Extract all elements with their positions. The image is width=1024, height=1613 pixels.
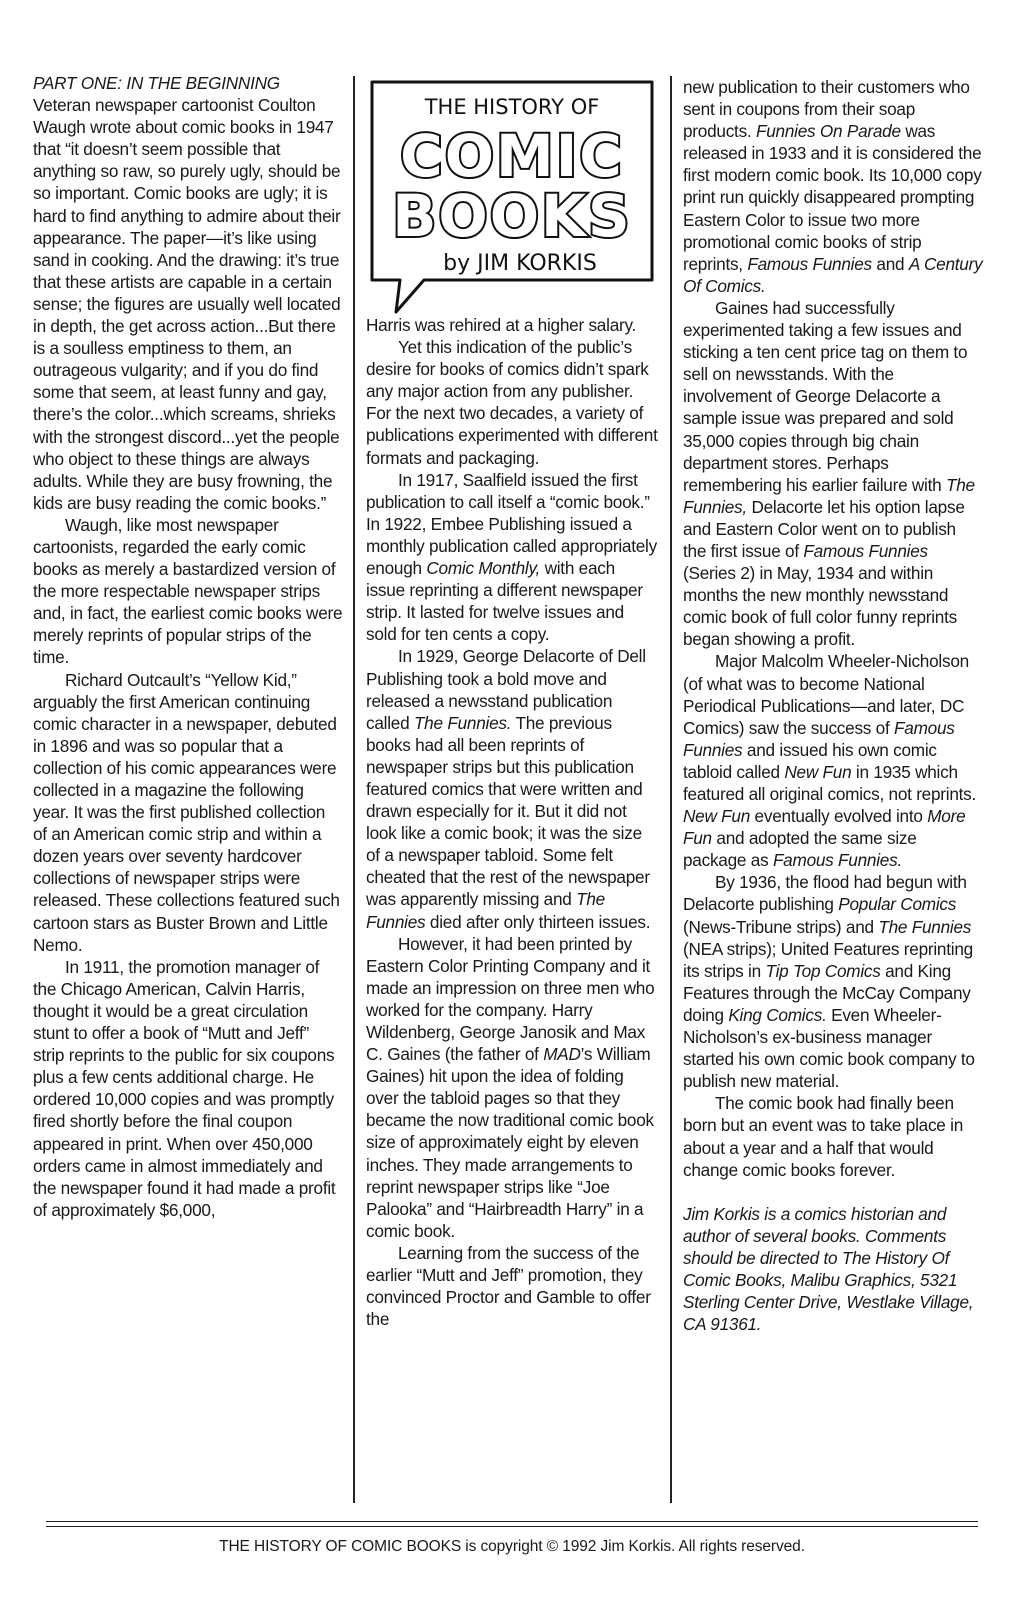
- footer-rule: [46, 1526, 978, 1527]
- footer-rule: [46, 1521, 978, 1522]
- column-divider: [353, 76, 355, 1503]
- paragraph: However, it had been printed by Eastern Color Printing Company and it made an impression on three men who worked for the company. Harry Wildenberg, George Janosik and Max C. Gaines (the father of MAD’s William Gaines) hit upon the idea of folding over the tabloid pages so that they became the now traditional comic book size of approximately eight by eleven inches. They made arrangements to reprint newspaper strips like “Joe Palooka” and “Hairbreadth Harry” in a comic book.: [366, 933, 655, 1241]
- author-bio: Jim Korkis is a comics historian and author of several books. Comments should be directed to The History Of Comic Books, Malibu Graphics, 5321 Sterling Center Drive, Westlake Village, CA 91361.: [683, 1203, 974, 1335]
- byline: by JIM KORKIS: [443, 251, 597, 276]
- paragraph: Harris was rehired at a higher salary.: [366, 315, 637, 335]
- paragraph: Yet this indication of the public’s desire for books of comics didn’t spark any major action from any publisher. For the next two decades, a variety of publications experimented with different formats and packaging.: [366, 337, 658, 468]
- paragraph: Veteran newspaper cartoonist Coulton Waugh wrote about comic books in 1947 that “it doesn’t seem possible that anything so raw, so purely ugly, should be so important. Comic books are ugly; it is hard to find anything to admire about their appearance. The paper—it’s like using sand in cooking. And the drawing: it’s true that these artists are capable in a certain sense; the figures are usually well located in depth, the get across action...But there is a soulless emptiness to them, an outrageous vulgarity; and if you do find some that seem, at least funny and gay, there’s the color...which screams, shrieks with the strongest discord...yet the people who object to these things are always adults. While they are busy frowning, the kids are busy reading the comic books.”: [33, 95, 341, 513]
- paragraph: Waugh, like most newspaper cartoonists, regarded the early comic books as merely a bastardized version of the more respectable newspaper strips and, in fact, the earliest comic books were merely reprints of popular strips of the time.: [33, 514, 343, 668]
- column-three: [683, 76, 983, 1335]
- paragraph: In 1911, the promotion manager of the Chicago American, Calvin Harris, thought it would be a great circulation stunt to offer a book of “Mutt and Jeff” strip reprints to the public for six coupons plus a few cents additional charge. He ordered 10,000 copies and was promptly fired shortly before the final coupon appeared in print. When over 450,000 orders came in almost immediately and the newspaper found it had made a profit of approximately $6,000,: [33, 956, 336, 1220]
- paragraph: By 1936, the flood had begun with Delacorte publishing Popular Comics (News-Tribune strips) and The Funnies (NEA strips); United Features reprinting its strips in Tip Top Comics and King Features through the McCay Company doing King Comics. Even Wheeler-Nicholson’s ex-business manager started his own comic book company to publish new material.: [683, 872, 975, 1092]
- paragraph: Richard Outcault’s “Yellow Kid,” arguably the first American continuing comic character in a newspaper, debuted in 1896 and was so popular that a collection of his comic appearances were collected in a magazine the following year. It was the first published collection of an American comic strip and within a dozen years over seventy hardcover collections of newspaper strips were released. These collections featured such cartoon stars as Buster Brown and Little Nemo.: [33, 669, 340, 955]
- column-two: [366, 72, 658, 1330]
- paragraph: new publication to their customers who sent in coupons from their soap products. Funnies On Parade was released in 1933 and it is considered the first modern comic book. Its 10,000 copy print run quickly disappeared prompting Eastern Color to issue two more promotional comic books of strip reprints, Famous Funnies and A Century Of Comics.: [683, 77, 983, 296]
- paragraph: In 1917, Saalfield issued the first publication to call itself a “comic book.” In 1922, Embee Publishing issued a monthly publication called appropriately enough Comic Monthly, with each issue reprinting a different newspaper strip. It lasted for twelve issues and sold for ten cents a copy.: [366, 469, 657, 645]
- title-line-2: COMIC: [400, 122, 624, 190]
- paragraph: The comic book had finally been born but an event was to take place in about a year and a half that would change comic books forever.: [683, 1093, 964, 1180]
- copyright-notice: THE HISTORY OF COMIC BOOKS is copyright © 1992 Jim Korkis. All rights reserved.: [219, 1538, 805, 1555]
- section-heading: PART ONE: IN THE BEGINNING: [33, 73, 280, 93]
- paragraph: Learning from the success of the earlier “Mutt and Jeff” promotion, they convinced Proctor and Gamble to offer the: [366, 1242, 651, 1330]
- column-divider: [670, 76, 672, 1503]
- paragraph: Gaines had successfully experimented taking a few issues and sticking a ten cent price tag on them to sell on newsstands. With the involvement of George Delacorte a sample issue was prepared and sold 35,000 copies through big chain department stores. Perhaps remembering his earlier failure with The Funnies, Delacorte let his option lapse and Eastern Color went on to publish the first issue of Famous Funnies (Series 2) in May, 1934 and within months the new monthly newsstand comic book of full color funny reprints began showing a profit.: [683, 297, 975, 650]
- column-one: [33, 72, 343, 1221]
- paragraph: In 1929, George Delacorte of Dell Publishing took a bold move and released a newsstand publication called The Funnies. The previous books had all been reprints of newspaper strips but this publication featured comics that were written and drawn especially for it. But it did not look like a comic book; it was the size of a newspaper tabloid. Some felt cheated that the rest of the newspaper was apparently missing and The Funnies died after only thirteen issues.: [366, 646, 651, 932]
- title-line-1: THE HISTORY OF: [424, 95, 600, 119]
- title-line-3: BOOKS: [392, 182, 632, 250]
- paragraph: Major Malcolm Wheeler-Nicholson (of what was to become National Periodical Publications—and later, DC Comics) saw the success of Famous Funnies and issued his own comic tabloid called New Fun in 1935 which featured all original comics, not reprints. New Fun eventually evolved into More Fun and adopted the same size package as Famous Funnies.: [683, 651, 977, 871]
